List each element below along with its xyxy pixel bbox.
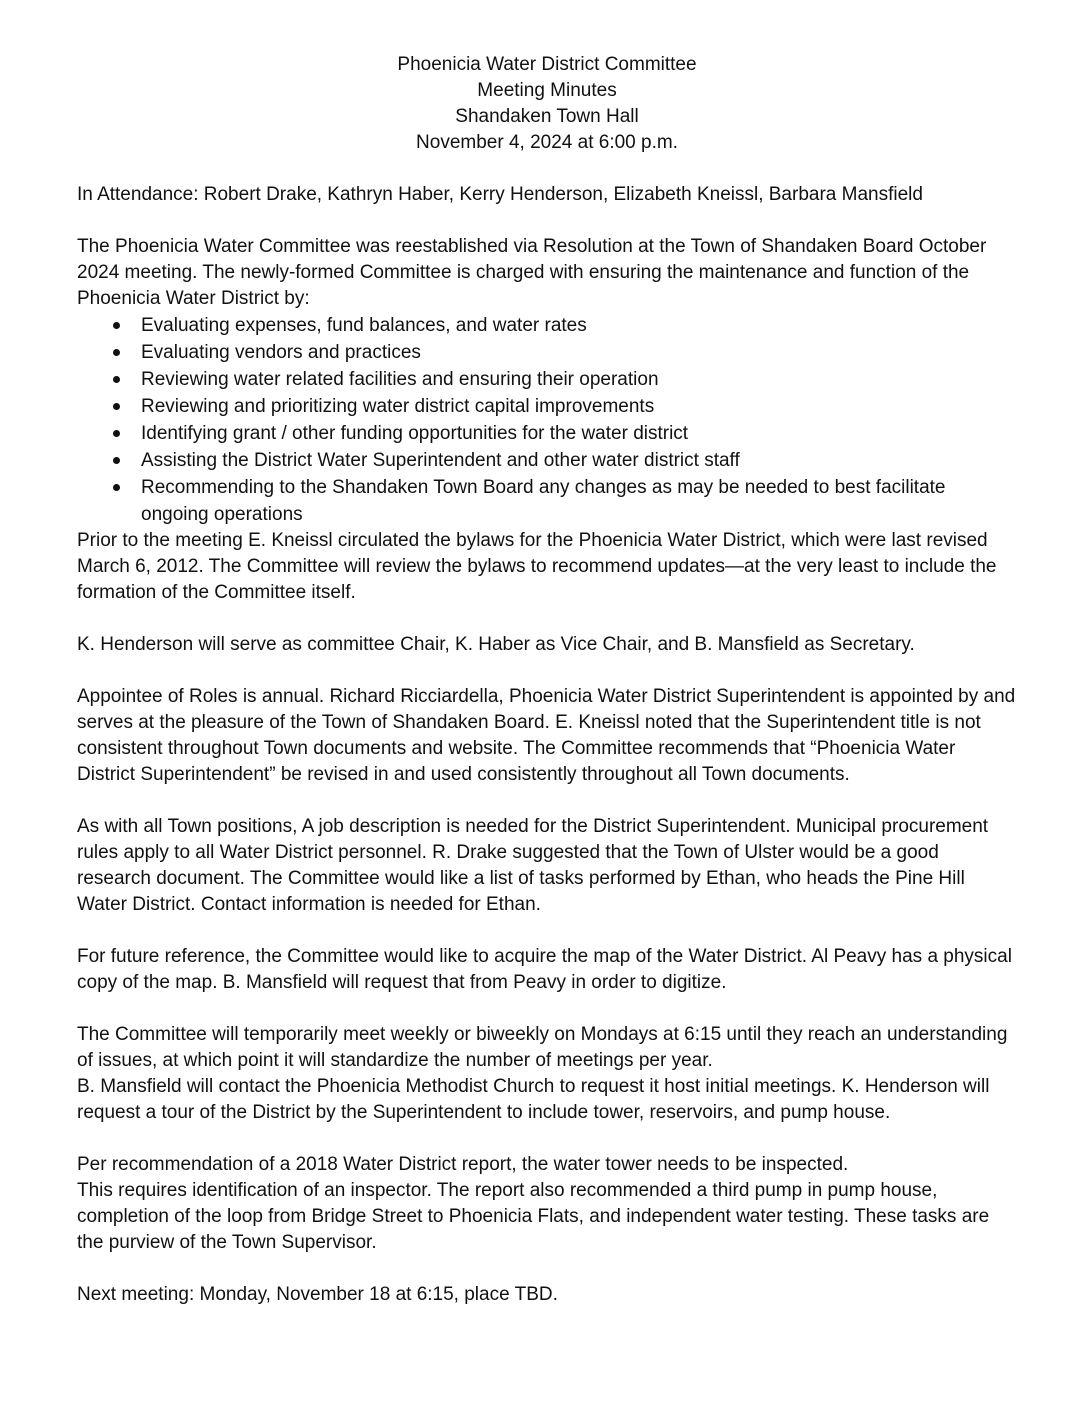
- committee-title: Phoenicia Water District Committee: [397, 54, 697, 75]
- bullet-icon: [113, 322, 120, 329]
- list-item: [77, 420, 1017, 447]
- meeting-host-paragraph: B. Mansfield will contact the Phoenicia Methodist Church to request it host initial meetings. K. Henderson will request a tour of the District by the Superintendent to include tower, reservoirs, and pump house.: [77, 1076, 990, 1123]
- charge-list: [77, 312, 1017, 528]
- list-item-text: Reviewing and prioritizing water district capital improvements: [141, 396, 655, 417]
- roles-paragraph: K. Henderson will serve as committee Chair, K. Haber as Vice Chair, and B. Mansfield as Secretary.: [77, 634, 915, 655]
- meeting-date: November 4, 2024 at 6:00 p.m.: [416, 132, 678, 153]
- bullet-icon: [113, 484, 120, 491]
- appointee-paragraph: Appointee of Roles is annual. Richard Ricciardella, Phoenicia Water District Superintendent is appointed by and serves at the pleasure of the Town of Shandaken Board. E. Kneissl noted that the Superintendent title is not consistent throughout Town documents and website. The Committee recommends that “Phoenicia Water District Superintendent” be revised in and used consistently throughout all Town documents.: [77, 686, 1016, 785]
- list-item: [77, 339, 1017, 366]
- attendance-paragraph: In Attendance: Robert Drake, Kathryn Haber, Kerry Henderson, Elizabeth Kneissl, Barbara Mansfield: [77, 184, 923, 205]
- schedule-paragraph: The Committee will temporarily meet weekly or biweekly on Mondays at 6:15 until they reach an understanding of issues, at which point it will standardize the number of meetings per year.: [77, 1024, 1008, 1071]
- list-item: [77, 366, 1017, 393]
- bullet-icon: [113, 403, 120, 410]
- list-item-text: Evaluating vendors and practices: [141, 342, 421, 363]
- bullet-icon: [113, 376, 120, 383]
- list-item-text: Recommending to the Shandaken Town Board any changes as may be needed to best facilitate ongoing operations: [141, 477, 946, 525]
- bylaws-paragraph: Prior to the meeting E. Kneissl circulated the bylaws for the Phoenicia Water District, which were last revised March 6, 2012. The Committee will review the bylaws to recommend updates—at the very least to include the formation of the Committee itself.: [77, 530, 997, 603]
- meeting-location: Shandaken Town Hall: [455, 106, 639, 127]
- bullet-icon: [113, 349, 120, 356]
- bullet-icon: [113, 430, 120, 437]
- list-item: [77, 474, 1017, 528]
- list-item: [77, 393, 1017, 420]
- document-page: [77, 52, 1017, 1308]
- list-item-text: Identifying grant / other funding opportunities for the water district: [141, 423, 689, 444]
- map-paragraph: For future reference, the Committee would like to acquire the map of the Water District. Al Peavy has a physical copy of the map. B. Mansfield will request that from Peavy in order to digitize.: [77, 946, 1012, 993]
- list-item-text: Evaluating expenses, fund balances, and water rates: [141, 315, 587, 336]
- document-type: Meeting Minutes: [477, 80, 617, 101]
- inspection-paragraph: This requires identification of an inspector. The report also recommended a third pump in pump house, completion of the loop from Bridge Street to Phoenicia Flats, and independent water testing. These tasks are the purview of the Town Supervisor.: [77, 1180, 990, 1253]
- intro-paragraph: The Phoenicia Water Committee was reestablished via Resolution at the Town of Shandaken Board October 2024 meeting. The newly-formed Committee is charged with ensuring the maintenance and function of the Phoenicia Water District by:: [77, 236, 987, 309]
- job-description-paragraph: As with all Town positions, A job description is needed for the District Superintendent. Municipal procurement rules apply to all Water District personnel. R. Drake suggested that the Town of Ulster would be a good research document. The Committee would like a list of tasks performed by Ethan, who heads the Pine Hill Water District. Contact information is needed for Ethan.: [77, 816, 989, 915]
- list-item: [77, 312, 1017, 339]
- list-item: [77, 447, 1017, 474]
- list-item-text: Reviewing water related facilities and ensuring their operation: [141, 369, 659, 390]
- bullet-icon: [113, 457, 120, 464]
- next-meeting: Next meeting: Monday, November 18 at 6:15, place TBD.: [77, 1284, 558, 1305]
- list-item-text: Assisting the District Water Superintendent and other water district staff: [141, 450, 740, 471]
- report-paragraph: Per recommendation of a 2018 Water District report, the water tower needs to be inspected.: [77, 1154, 849, 1175]
- document-header: [77, 52, 1017, 156]
